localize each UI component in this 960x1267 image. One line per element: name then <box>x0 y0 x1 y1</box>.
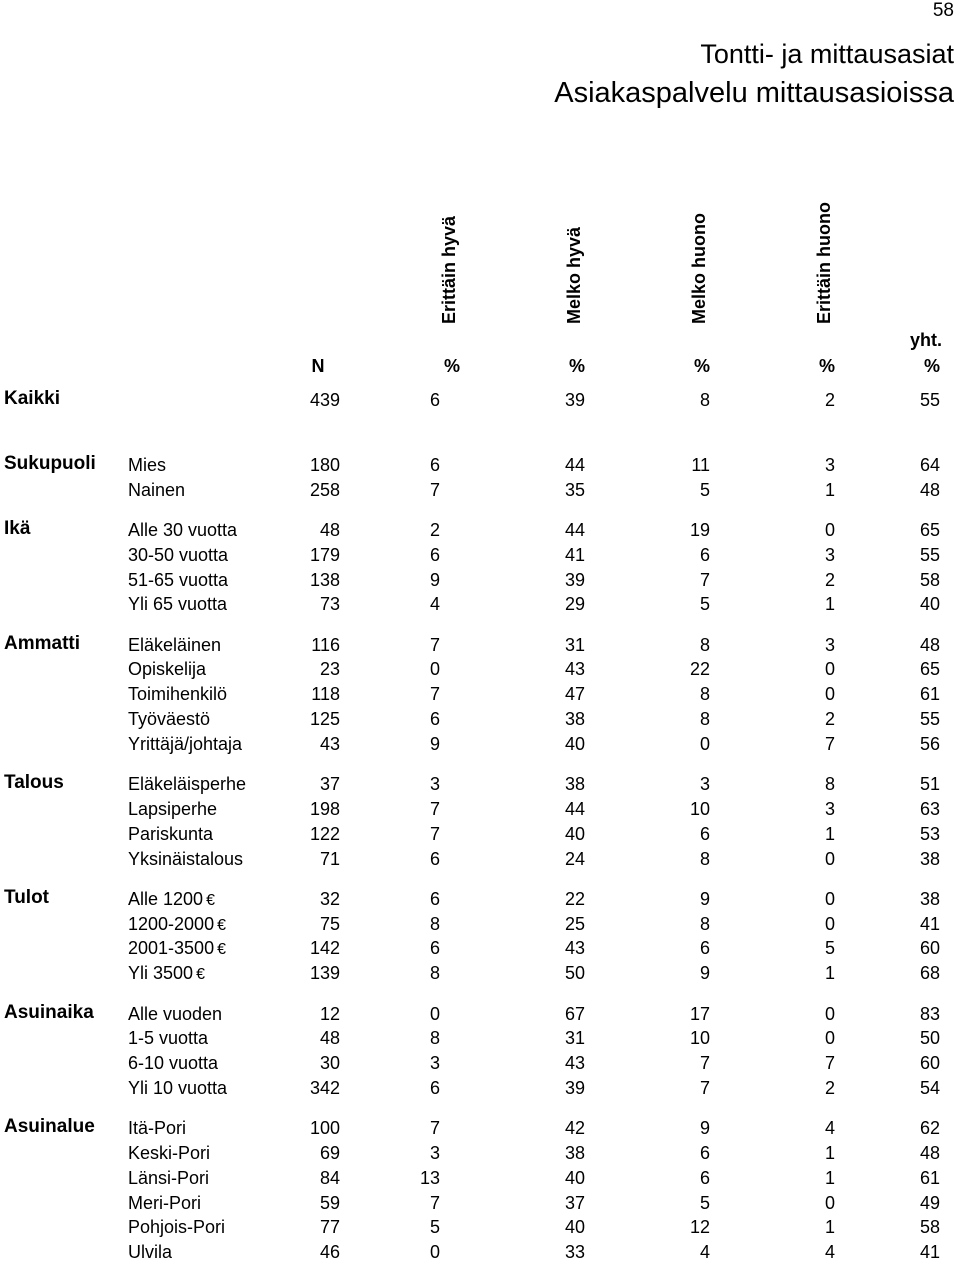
group-label: Ikä <box>4 517 31 539</box>
cell-n: 12 <box>319 1003 340 1024</box>
row-label: Opiskelija <box>128 659 207 680</box>
row-label: Meri-Pori <box>128 1192 202 1213</box>
cell-n: 59 <box>319 1192 340 1213</box>
cell-n: 122 <box>309 823 340 844</box>
cell-percent: 41 <box>919 1242 940 1263</box>
table-row <box>0 452 960 480</box>
cell-percent: 61 <box>919 684 940 705</box>
cell-percent: 24 <box>564 848 585 869</box>
cell-percent: 48 <box>919 479 940 500</box>
table-row <box>0 1053 960 1078</box>
cell-percent: 65 <box>919 659 940 680</box>
cell-n: 439 <box>309 390 340 410</box>
group-label: Asuinaika <box>4 1001 94 1023</box>
cell-percent: 55 <box>919 390 940 410</box>
row-label: 51-65 vuotta <box>128 569 229 590</box>
cell-percent: 22 <box>689 659 710 680</box>
cell-percent: 40 <box>564 1167 585 1188</box>
cell-percent: 6 <box>429 544 440 565</box>
table-row <box>0 886 960 914</box>
cell-percent: 6 <box>429 390 440 410</box>
table-row <box>0 517 960 545</box>
column-header-melko-huono: Melko huono <box>689 213 709 324</box>
cell-n: 23 <box>319 659 340 680</box>
cell-percent: 6 <box>429 938 440 959</box>
cell-percent: 50 <box>919 1028 940 1049</box>
table-row <box>0 734 960 759</box>
row-label: Pariskunta <box>128 823 214 844</box>
cell-percent: 62 <box>919 1118 940 1139</box>
cell-percent: 6 <box>429 848 440 869</box>
cell-percent: 25 <box>564 913 585 934</box>
euro-sign: € <box>217 916 226 934</box>
row-label: Ulvila <box>128 1242 173 1263</box>
cell-percent: 40 <box>564 823 585 844</box>
cell-percent: 4 <box>824 1118 835 1139</box>
unit-pct: % <box>818 356 835 376</box>
row-label: Alle 1200 € <box>128 888 215 909</box>
cell-n: 37 <box>319 774 340 795</box>
cell-percent: 44 <box>564 798 585 819</box>
cell-percent: 6 <box>699 1167 710 1188</box>
cell-percent: 8 <box>699 684 710 705</box>
cell-percent: 6 <box>699 823 710 844</box>
cell-percent: 48 <box>919 634 940 655</box>
cell-percent: 3 <box>824 544 835 565</box>
cell-percent: 0 <box>699 733 710 754</box>
group-label: Tulot <box>4 886 50 908</box>
cell-percent: 1 <box>824 963 835 984</box>
row-label: Työväestö <box>128 709 211 729</box>
table-row <box>0 1078 960 1103</box>
cell-n: 48 <box>319 519 340 540</box>
group-label: Ammatti <box>4 632 81 654</box>
cell-percent: 43 <box>564 659 585 680</box>
cell-percent: 6 <box>429 1077 440 1098</box>
cell-percent: 64 <box>919 454 940 475</box>
table-row <box>0 774 960 799</box>
cell-percent: 19 <box>689 519 710 540</box>
euro-sign: € <box>206 891 215 909</box>
table-row <box>0 709 960 734</box>
yht-label: yht. <box>909 330 942 350</box>
cell-percent: 5 <box>824 938 835 959</box>
cell-n: 48 <box>319 1028 340 1049</box>
cell-percent: 2 <box>824 569 835 590</box>
cell-percent: 12 <box>689 1217 710 1238</box>
table-row <box>0 1143 960 1168</box>
cell-percent: 60 <box>919 938 940 959</box>
cell-n: 30 <box>319 1053 340 1074</box>
cell-percent: 44 <box>564 454 585 475</box>
group-label: Asuinalue <box>4 1116 95 1138</box>
table-row <box>0 570 960 595</box>
group-label: Kaikki <box>4 388 60 409</box>
cell-percent: 7 <box>699 569 710 590</box>
table-row <box>0 1028 960 1053</box>
row-label: Nainen <box>128 479 186 500</box>
cell-percent: 39 <box>564 1077 585 1098</box>
row-label: Yksinäistalous <box>128 848 244 869</box>
title-block <box>554 36 954 113</box>
cell-percent: 61 <box>919 1167 940 1188</box>
table-row <box>0 545 960 570</box>
row-label: 1200-2000 € <box>128 913 226 934</box>
cell-percent: 6 <box>429 709 440 729</box>
cell-percent: 39 <box>564 390 585 410</box>
unit-pct: % <box>568 356 585 376</box>
cell-percent: 83 <box>919 1003 940 1024</box>
row-label: Länsi-Pori <box>128 1167 210 1188</box>
row-label: Lapsiperhe <box>128 798 218 819</box>
cell-percent: 56 <box>919 733 940 754</box>
cell-percent: 41 <box>919 913 940 934</box>
cell-percent: 44 <box>564 519 585 540</box>
row-label: Yli 65 vuotta <box>128 594 228 615</box>
table-row <box>0 1168 960 1193</box>
table-row <box>0 1217 960 1242</box>
cell-percent: 10 <box>689 798 710 819</box>
cell-n: 84 <box>319 1167 340 1188</box>
cell-percent: 9 <box>429 569 440 590</box>
table-row <box>0 1001 960 1029</box>
cell-percent: 49 <box>919 1192 940 1213</box>
table-row <box>0 963 960 988</box>
column-header-erittain-hyva: Erittäin hyvä <box>439 215 459 324</box>
euro-sign: € <box>196 966 205 984</box>
cell-percent: 11 <box>691 454 710 475</box>
cell-percent: 68 <box>919 963 940 984</box>
cell-percent: 6 <box>699 544 710 565</box>
cell-percent: 39 <box>564 569 585 590</box>
cell-percent: 3 <box>824 798 835 819</box>
cell-percent: 40 <box>919 594 940 615</box>
cell-percent: 3 <box>824 454 835 475</box>
row-label: Eläkeläisperhe <box>128 774 247 795</box>
cell-percent: 6 <box>699 938 710 959</box>
cell-percent: 7 <box>429 634 440 655</box>
cell-percent: 38 <box>564 774 585 795</box>
table-row <box>0 938 960 963</box>
cell-percent: 1 <box>824 594 835 615</box>
page-title: Asiakaspalvelu mittausasioissa <box>554 77 954 109</box>
cell-percent: 10 <box>689 1028 710 1049</box>
unit-header-row <box>0 330 960 380</box>
cell-percent: 7 <box>429 684 440 705</box>
cell-percent: 7 <box>699 1077 710 1098</box>
cell-percent: 38 <box>564 709 585 729</box>
cell-percent: 13 <box>419 1167 440 1188</box>
cell-n: 77 <box>319 1217 340 1238</box>
cell-percent: 0 <box>429 1242 440 1263</box>
column-header-melko-hyva: Melko hyvä <box>564 226 584 324</box>
cell-percent: 8 <box>429 913 440 934</box>
cell-percent: 0 <box>824 1192 835 1213</box>
cell-percent: 43 <box>564 938 585 959</box>
cell-percent: 8 <box>429 1028 440 1049</box>
cell-percent: 1 <box>824 1217 835 1238</box>
cell-percent: 4 <box>429 594 440 615</box>
cell-percent: 6 <box>429 888 440 909</box>
cell-percent: 9 <box>429 733 440 754</box>
cell-percent: 0 <box>824 1003 835 1024</box>
cell-percent: 3 <box>699 774 710 795</box>
cell-n: 32 <box>319 888 340 909</box>
cell-percent: 5 <box>699 594 710 615</box>
cell-percent: 7 <box>824 1053 835 1074</box>
cell-n: 73 <box>319 594 340 615</box>
cell-percent: 51 <box>919 774 940 795</box>
cell-percent: 0 <box>824 684 835 705</box>
table-row <box>0 849 960 874</box>
cell-n: 258 <box>309 479 340 500</box>
cell-percent: 1 <box>824 479 835 500</box>
cell-percent: 7 <box>824 733 835 754</box>
cell-n: 180 <box>309 454 340 475</box>
unit-n: N <box>311 356 325 376</box>
row-label: Alle vuoden <box>128 1003 223 1024</box>
cell-percent: 4 <box>824 1242 835 1263</box>
cell-percent: 3 <box>429 1143 440 1163</box>
unit-pct: % <box>923 356 940 376</box>
cell-percent: 8 <box>699 848 710 869</box>
cell-percent: 1 <box>824 1167 835 1188</box>
cell-percent: 6 <box>699 1143 710 1163</box>
euro-sign: € <box>217 941 226 959</box>
table-row <box>0 594 960 619</box>
cell-n: 46 <box>319 1242 340 1263</box>
cell-percent: 0 <box>824 1028 835 1049</box>
cell-n: 71 <box>319 848 340 869</box>
cell-percent: 0 <box>824 888 835 909</box>
cell-n: 125 <box>309 709 340 729</box>
table-row <box>0 632 960 660</box>
cell-percent: 2 <box>429 519 440 540</box>
cell-percent: 8 <box>824 774 835 795</box>
row-label: Itä-Pori <box>128 1118 187 1139</box>
cell-percent: 7 <box>699 1053 710 1074</box>
table-row <box>0 914 960 939</box>
cell-n: 342 <box>309 1077 340 1098</box>
table-row <box>0 659 960 684</box>
cell-n: 138 <box>309 569 340 590</box>
cell-percent: 0 <box>824 848 835 869</box>
table-row <box>0 1193 960 1218</box>
cell-percent: 50 <box>564 963 585 984</box>
cell-percent: 31 <box>564 634 585 655</box>
cell-percent: 8 <box>699 390 710 410</box>
cell-n: 43 <box>319 733 340 754</box>
table-row <box>0 1118 960 1143</box>
cell-percent: 42 <box>564 1118 585 1139</box>
cell-percent: 0 <box>824 659 835 680</box>
table-row <box>0 684 960 709</box>
cell-percent: 9 <box>699 1118 710 1139</box>
cell-percent: 5 <box>699 1192 710 1213</box>
section-title: Tontti- ja mittausasiat <box>700 39 954 69</box>
cell-percent: 53 <box>919 823 940 844</box>
row-label: Eläkeläinen <box>128 634 222 655</box>
unit-pct: % <box>693 356 710 376</box>
cell-percent: 8 <box>699 913 710 934</box>
cell-percent: 17 <box>689 1003 710 1024</box>
cell-percent: 3 <box>824 634 835 655</box>
table-row <box>0 799 960 824</box>
cell-percent: 7 <box>429 1192 440 1213</box>
row-label: 30-50 vuotta <box>128 544 229 565</box>
cell-percent: 38 <box>564 1143 585 1163</box>
cell-percent: 8 <box>699 634 710 655</box>
cell-percent: 29 <box>564 594 585 615</box>
cell-percent: 2 <box>824 709 835 729</box>
row-label: Mies <box>128 454 167 475</box>
cell-n: 69 <box>319 1143 340 1163</box>
row-label: Yli 10 vuotta <box>128 1077 228 1098</box>
cell-percent: 7 <box>429 798 440 819</box>
cell-percent: 4 <box>699 1242 710 1263</box>
row-label: Pohjois-Pori <box>128 1217 226 1238</box>
cell-percent: 3 <box>429 774 440 795</box>
cell-percent: 58 <box>919 569 940 590</box>
row-label: 2001-3500 € <box>128 938 226 959</box>
cell-percent: 48 <box>919 1143 940 1163</box>
row-label: 1-5 vuotta <box>128 1028 209 1049</box>
cell-n: 142 <box>309 938 340 959</box>
cell-n: 100 <box>309 1118 340 1139</box>
cell-percent: 1 <box>824 823 835 844</box>
cell-n: 116 <box>311 634 340 655</box>
cell-percent: 41 <box>564 544 585 565</box>
cell-percent: 35 <box>564 479 585 500</box>
table-row <box>0 1242 960 1267</box>
cell-n: 179 <box>309 544 340 565</box>
cell-percent: 22 <box>564 888 585 909</box>
cell-percent: 43 <box>564 1053 585 1074</box>
cell-percent: 67 <box>564 1003 585 1024</box>
row-label: Yrittäjä/johtaja <box>128 733 243 754</box>
cell-percent: 54 <box>919 1077 940 1098</box>
cell-n: 118 <box>311 684 340 705</box>
cell-percent: 7 <box>429 479 440 500</box>
table-row <box>0 390 960 415</box>
cell-percent: 55 <box>919 709 940 729</box>
cell-percent: 9 <box>699 888 710 909</box>
cell-percent: 5 <box>699 479 710 500</box>
table-row <box>0 480 960 505</box>
group-label: Talous <box>4 772 64 794</box>
cell-n: 139 <box>309 963 340 984</box>
cell-percent: 0 <box>824 913 835 934</box>
page-number: 58 <box>932 0 954 21</box>
cell-n: 75 <box>319 913 340 934</box>
cell-n: 198 <box>309 798 340 819</box>
row-label: Yli 3500 € <box>128 963 205 984</box>
cell-percent: 7 <box>429 823 440 844</box>
cell-percent: 40 <box>564 733 585 754</box>
cell-percent: 8 <box>699 709 710 729</box>
row-label: Keski-Pori <box>128 1143 211 1163</box>
cell-percent: 0 <box>429 659 440 680</box>
cell-percent: 8 <box>429 963 440 984</box>
cell-percent: 0 <box>824 519 835 540</box>
cell-percent: 3 <box>429 1053 440 1074</box>
cell-percent: 47 <box>564 684 585 705</box>
cell-percent: 38 <box>919 888 940 909</box>
cell-percent: 33 <box>564 1242 585 1263</box>
cell-percent: 40 <box>564 1217 585 1238</box>
unit-pct: % <box>443 356 460 376</box>
cell-percent: 65 <box>919 519 940 540</box>
cell-percent: 1 <box>824 1143 835 1163</box>
cell-percent: 5 <box>429 1217 440 1238</box>
row-label: 6-10 vuotta <box>128 1053 219 1074</box>
cell-percent: 2 <box>824 1077 835 1098</box>
group-label: Sukupuoli <box>4 452 96 474</box>
cell-percent: 38 <box>919 848 940 869</box>
table-row <box>0 824 960 849</box>
cell-percent: 58 <box>919 1217 940 1238</box>
cell-percent: 7 <box>429 1118 440 1139</box>
cell-percent: 9 <box>699 963 710 984</box>
cell-percent: 2 <box>824 390 835 410</box>
column-header-erittain-huono: Erittäin huono <box>814 202 834 324</box>
cell-percent: 37 <box>564 1192 585 1213</box>
cell-percent: 31 <box>564 1028 585 1049</box>
cell-percent: 0 <box>429 1003 440 1024</box>
cell-percent: 60 <box>919 1053 940 1074</box>
cell-percent: 55 <box>919 544 940 565</box>
cell-percent: 63 <box>919 798 940 819</box>
cell-percent: 6 <box>429 454 440 475</box>
row-label: Alle 30 vuotta <box>128 519 238 540</box>
row-label: Toimihenkilö <box>128 684 228 705</box>
